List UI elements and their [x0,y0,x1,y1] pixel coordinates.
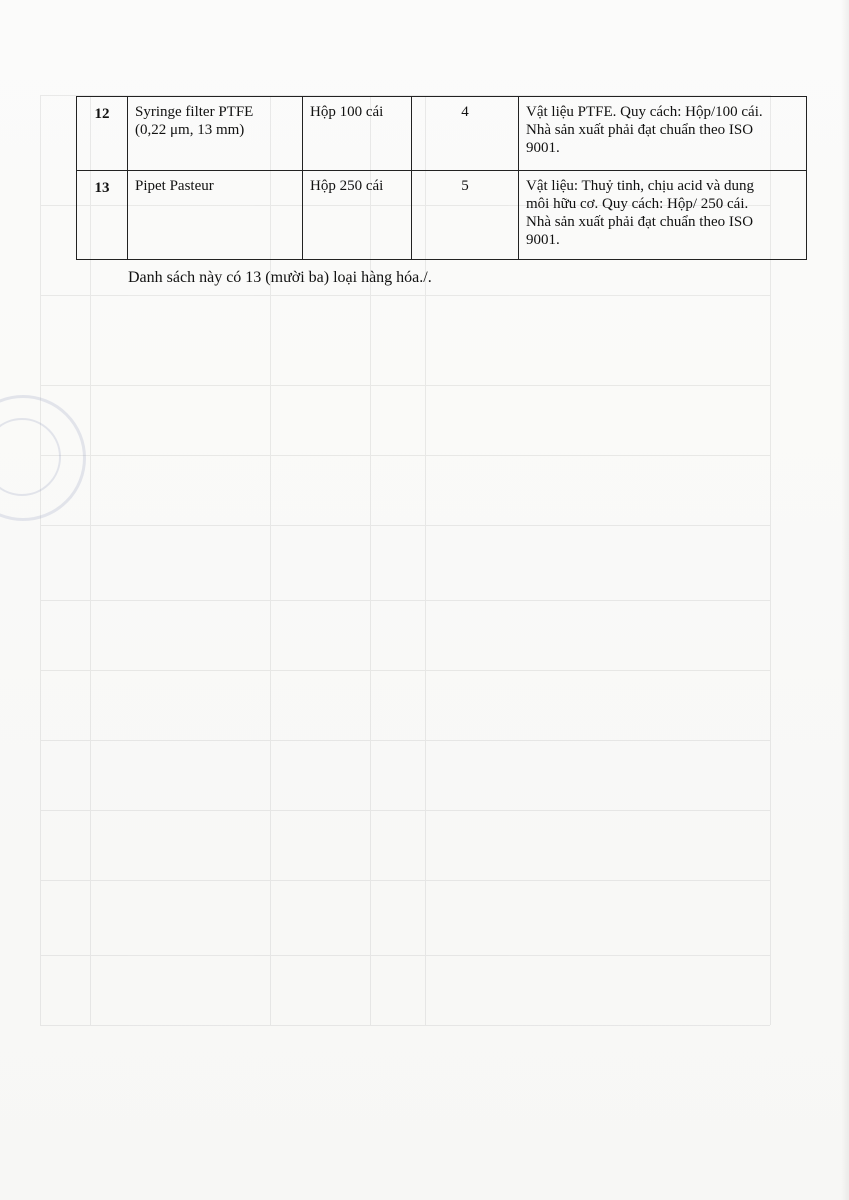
item-quantity: 5 [412,171,519,260]
spec-line: Vật liệu: Thuỷ tinh, chịu acid và dung [526,178,755,194]
page-edge-shadow [841,0,849,1200]
items-table [76,96,807,260]
item-name-line: Syringe filter PTFE [135,104,254,120]
item-name [128,97,303,171]
item-number: 13 [77,171,128,260]
spec-line: Vật liệu PTFE. Quy cách: Hộp/100 cái. [526,104,763,120]
item-name-line: Pipet Pasteur [135,178,214,194]
item-name [128,171,303,260]
item-name-line: (0,22 μm, 13 mm) [135,122,245,138]
spec-line: 9001. [526,232,560,248]
item-specification [519,97,807,171]
table-row [77,171,807,260]
bleed-through-stamp [0,395,86,521]
item-unit: Hộp 250 cái [303,171,412,260]
item-number: 12 [77,97,128,171]
closing-statement: Danh sách này có 13 (mười ba) loại hàng hóa./. [128,269,432,286]
table-row [77,97,807,171]
spec-line: môi hữu cơ. Quy cách: Hộp/ 250 cái. [526,196,749,212]
spec-line: Nhà sản xuất phải đạt chuẩn theo ISO [526,214,754,230]
item-quantity: 4 [412,97,519,171]
item-unit: Hộp 100 cái [303,97,412,171]
spec-line: 9001. [526,140,560,156]
item-specification [519,171,807,260]
spec-line: Nhà sản xuất phải đạt chuẩn theo ISO [526,122,754,138]
